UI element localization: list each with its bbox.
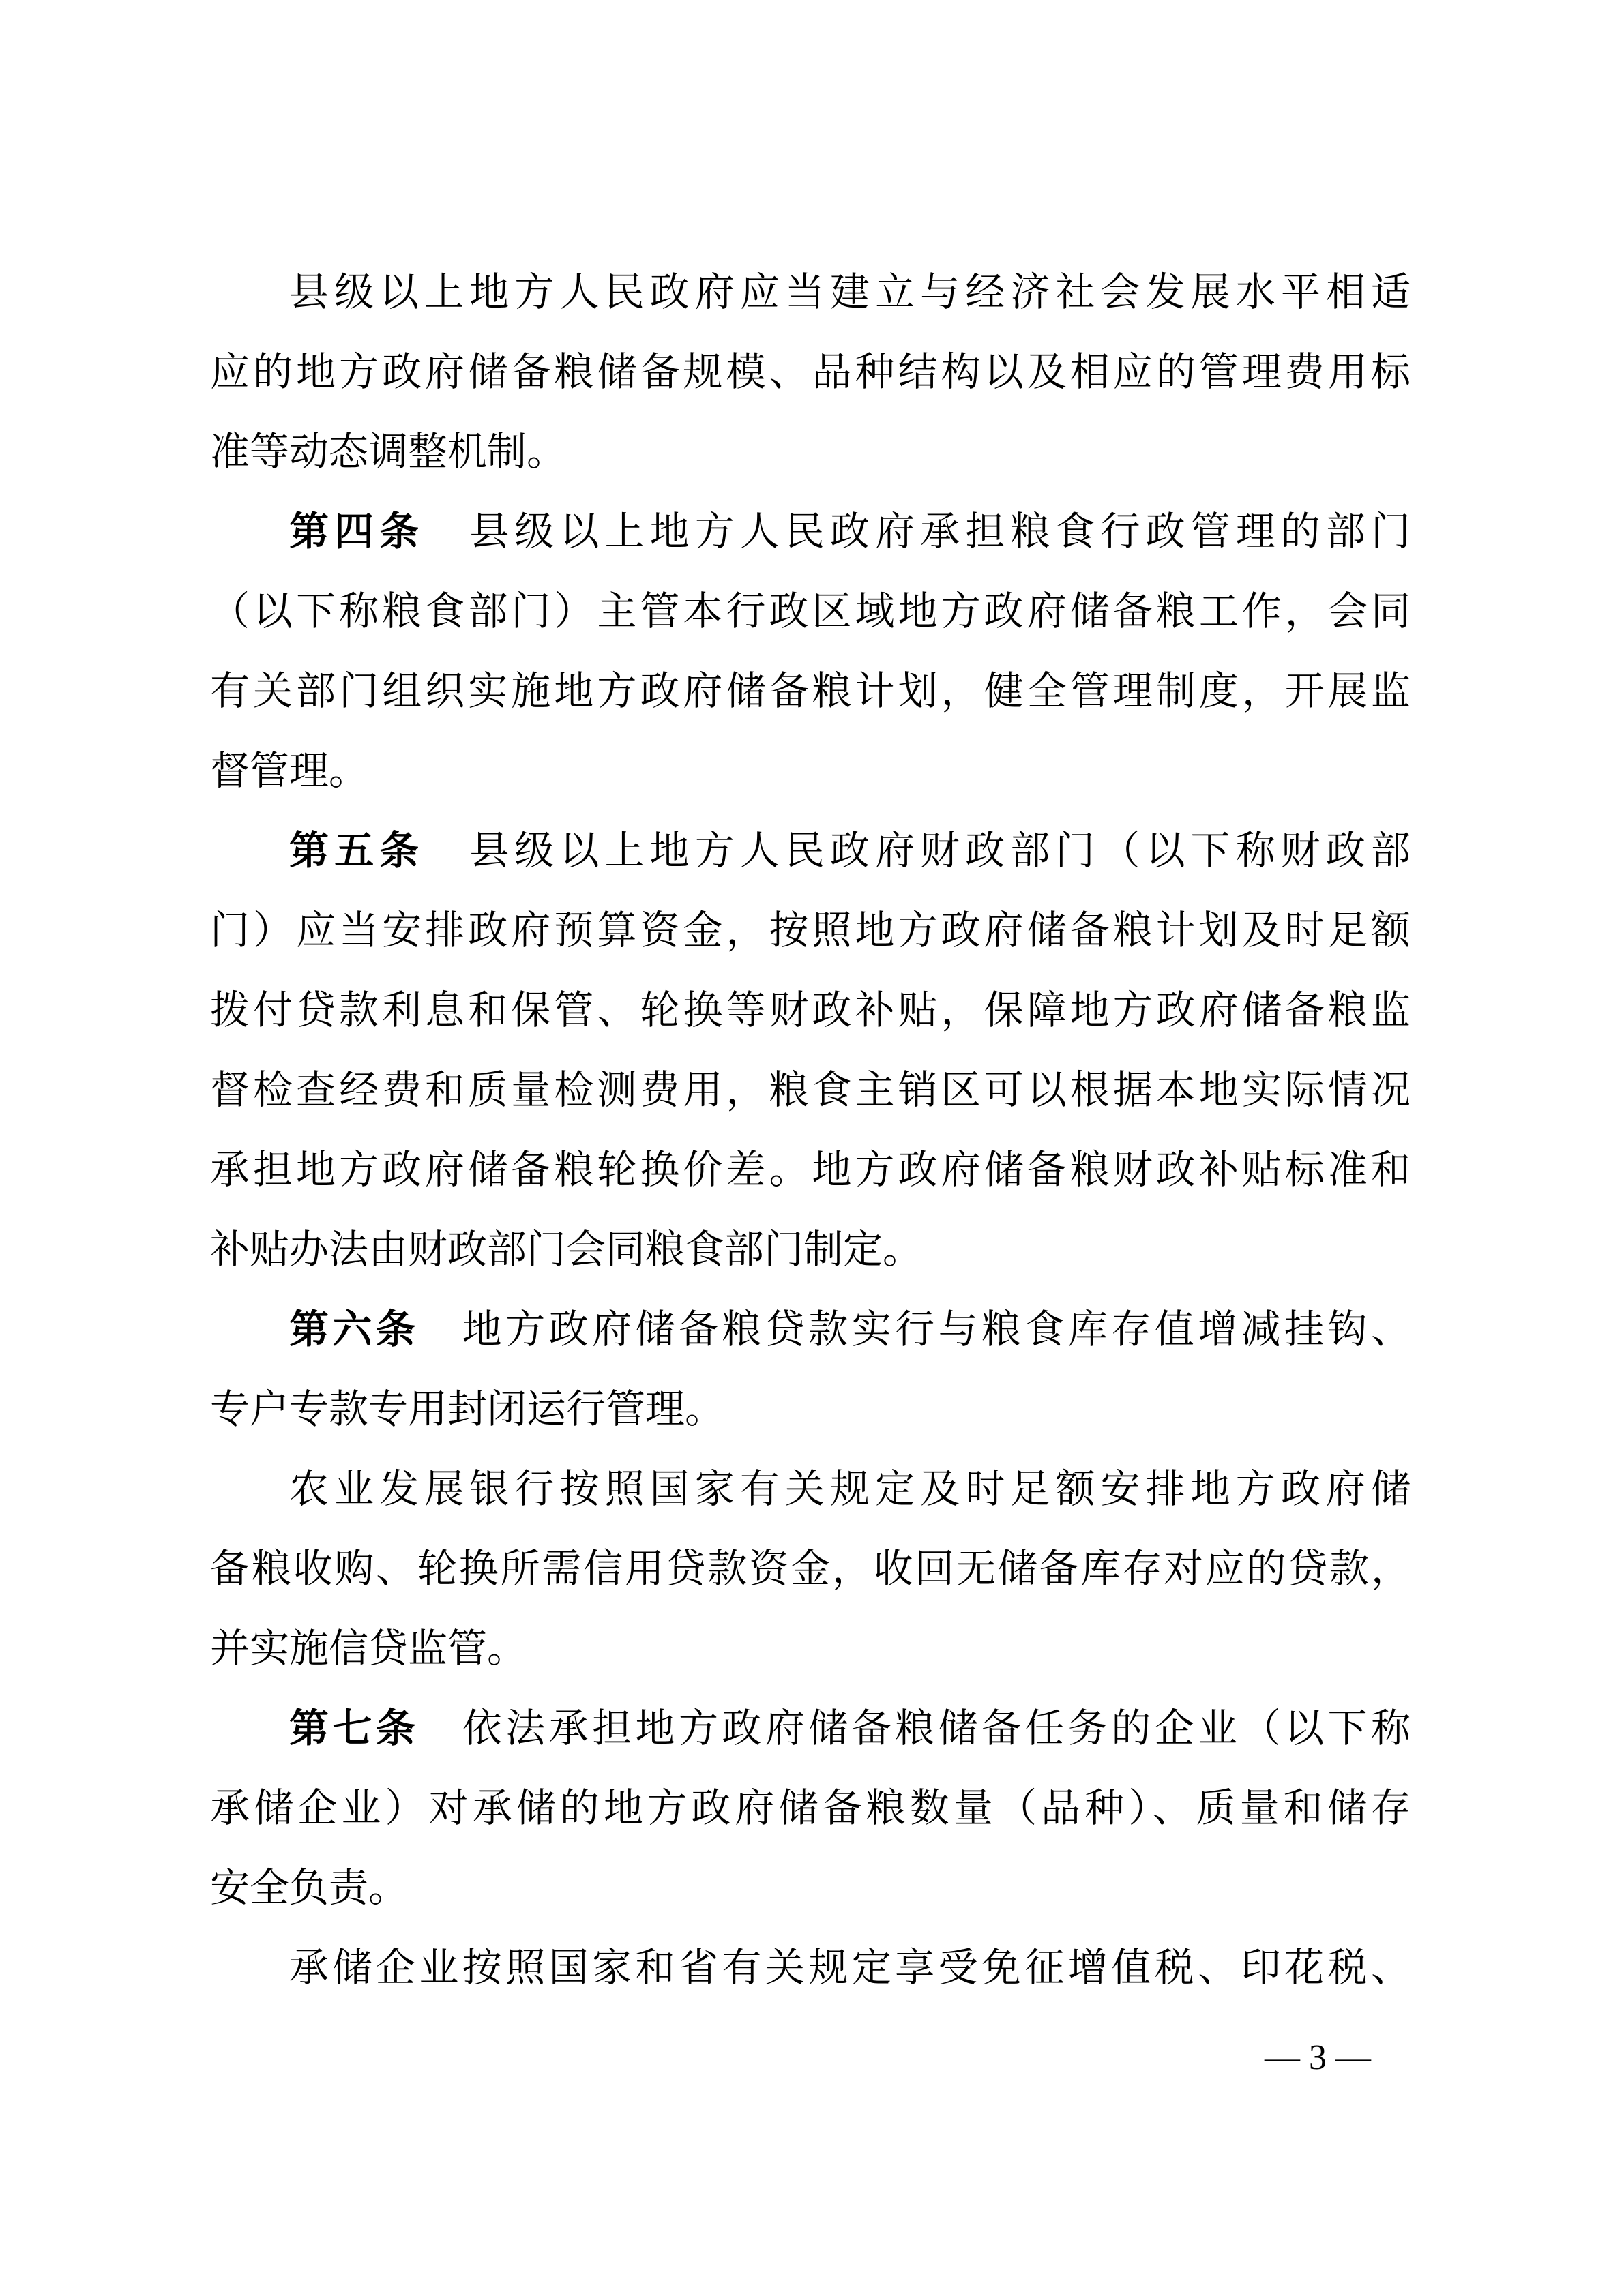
- text-line: [210, 1449, 1411, 1529]
- body-text: 承储企业）对承储的地方政府储备粮数量（品种）、质量和储存: [210, 1786, 1411, 1830]
- text-line: [210, 1130, 1411, 1210]
- body-text: 应的地方政府储备粮储备规模、品种结构以及相应的管理费用标: [210, 350, 1411, 394]
- text-line: [210, 571, 1411, 651]
- body-text: 准等动态调整机制。: [210, 430, 567, 474]
- text-line: [210, 1848, 1411, 1928]
- body-text: 有关部门组织实施地方政府储备粮计划，健全管理制度，开展监: [210, 669, 1411, 713]
- article-number-label: 第四条: [289, 509, 425, 554]
- text-line: [210, 252, 1411, 332]
- text-line: [210, 1529, 1411, 1609]
- body-text: 农业发展银行按照国家有关规定及时足额安排地方政府储: [289, 1467, 1411, 1511]
- text-line: [210, 811, 1411, 891]
- paragraph-7: [210, 1928, 1411, 2008]
- paragraph-1: [210, 252, 1411, 492]
- body-text: 备粮收购、轮换所需信用贷款资金，收回无储备库存对应的贷款，: [210, 1547, 1411, 1591]
- text-line: [210, 1210, 1411, 1289]
- text-line: [210, 1928, 1411, 2008]
- body-text: 门）应当安排政府预算资金，按照地方政府储备粮计划及时足额: [210, 908, 1411, 953]
- body-text: 并实施信贷监管。: [210, 1626, 527, 1671]
- body-text: 拨付贷款利息和保管、轮换等财政补贴，保障地方政府储备粮监: [210, 988, 1411, 1032]
- body-text: 安全负责。: [210, 1866, 409, 1910]
- body-text: 县级以上地方人民政府承担粮食行政管理的部门: [424, 509, 1411, 554]
- text-line: [210, 332, 1411, 412]
- body-text: 县级以上地方人民政府财政部门（以下称财政部: [424, 829, 1411, 873]
- article-number-label: 第七条: [289, 1706, 419, 1750]
- text-line: [210, 731, 1411, 811]
- body-text: 督检查经费和质量检测费用，粮食主销区可以根据本地实际情况: [210, 1068, 1411, 1112]
- body-text: 专户专款专用封闭运行管理。: [210, 1387, 725, 1431]
- text-line: [210, 1050, 1411, 1130]
- body-text: 地方政府储备粮贷款实行与粮食库存值增减挂钩、: [419, 1307, 1411, 1352]
- body-text: 承担地方政府储备粮轮换价差。地方政府储备粮财政补贴标准和: [210, 1148, 1411, 1192]
- page-number: — 3 —: [1265, 2038, 1371, 2077]
- text-line: [210, 492, 1411, 571]
- text-line: [210, 891, 1411, 970]
- text-line: [210, 1609, 1411, 1688]
- text-line: [210, 412, 1411, 492]
- document-body: [210, 252, 1411, 2008]
- body-text: （以下称粮食部门）主管本行政区域地方政府储备粮工作，会同: [210, 589, 1411, 633]
- body-text: 督管理。: [210, 749, 369, 793]
- paragraph-4: [210, 1289, 1411, 1449]
- body-text: 承储企业按照国家和省有关规定享受免征增值税、印花税、: [289, 1945, 1411, 1990]
- text-line: [210, 651, 1411, 731]
- paragraph-3: [210, 811, 1411, 1289]
- body-text: 补贴办法由财政部门会同粮食部门制定。: [210, 1227, 923, 1272]
- text-line: [210, 1289, 1411, 1369]
- text-line: [210, 1369, 1411, 1449]
- text-line: [210, 1768, 1411, 1848]
- paragraph-6: [210, 1688, 1411, 1928]
- body-text: 依法承担地方政府储备粮储备任务的企业（以下称: [419, 1706, 1411, 1750]
- article-number-label: 第六条: [289, 1307, 419, 1352]
- paragraph-5: [210, 1449, 1411, 1688]
- article-number-label: 第五条: [289, 829, 425, 873]
- text-line: [210, 970, 1411, 1050]
- paragraph-2: [210, 492, 1411, 811]
- body-text: 县级以上地方人民政府应当建立与经济社会发展水平相适: [289, 270, 1411, 314]
- text-line: [210, 1688, 1411, 1768]
